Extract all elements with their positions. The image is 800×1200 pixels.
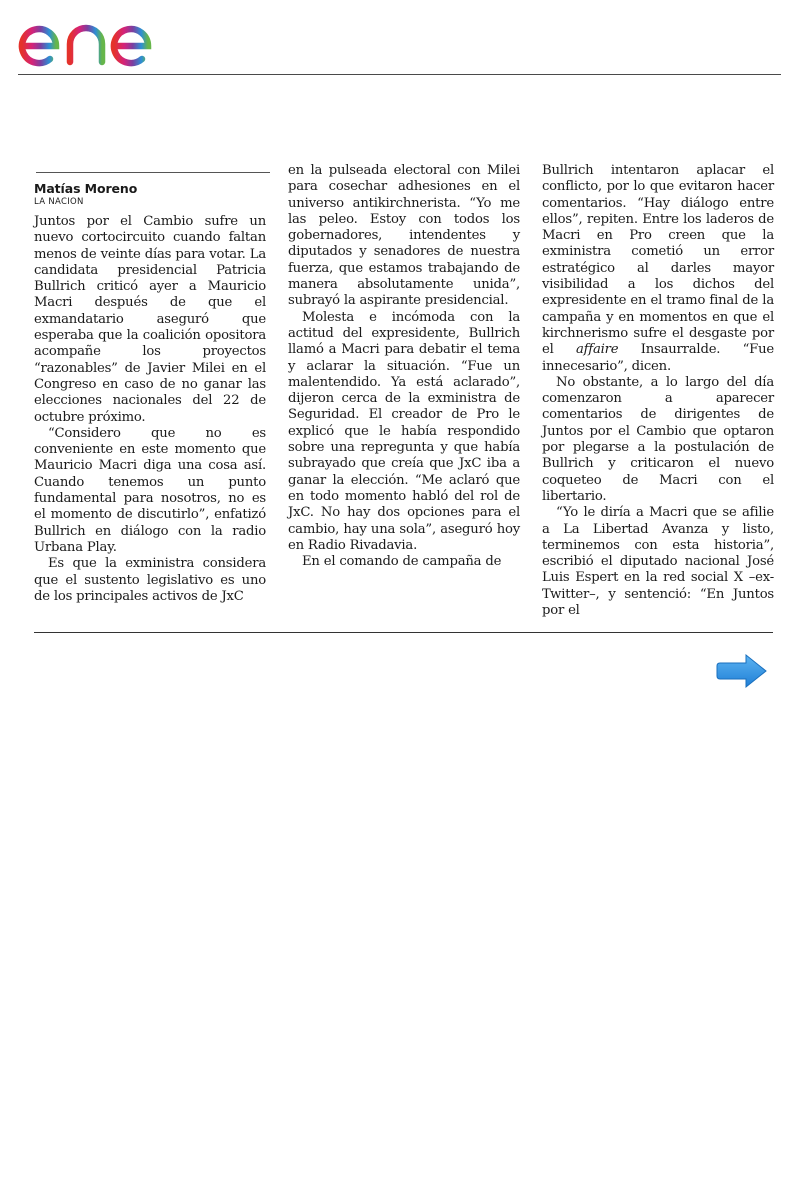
column-2 — [288, 163, 520, 619]
enel-logo — [16, 4, 186, 70]
source-label: LA NACION — [34, 197, 84, 207]
column-1 — [34, 172, 266, 619]
paragraph: Molesta e incómoda con la actitud del expresidente, Bullrich llamó a Macri para debatir el tema y aclarar la situación. “Fue un malentendido. Ya está aclarado”, dijeron cerca de la exministra de Seguridad. El creador de Pro le explicó que le había respondido sobre una repregunta y que había subrayado que creía que JxC iba a ganar la elección. “Me aclaró que en todo momento habló del rol de JxC. No hay dos opciones para el cambio, hay una sola”, aseguró hoy en Radio Rivadavia. — [288, 309, 520, 553]
paragraph-text: Insaurralde. “Fue innecesario”, dicen. — [542, 342, 775, 374]
italic-word: affaire — [575, 342, 619, 358]
paragraph: “Considero que no es conveniente en este momento que Mauricio Macri diga una cosa así. Cuando tenemos un punto fundamental para nosotros, no es el momento de discutirlo”, enfatizó Bullrich en diálogo con la radio Urbana Play. — [34, 425, 266, 555]
paragraph — [542, 163, 774, 375]
header-rule — [18, 74, 781, 75]
paragraph: No obstante, a lo largo del día comenzaron a aparecer comentarios de dirigentes de Juntos por el Cambio que optaron por plegarse a la postulación de Bullrich y criticaron el nuevo coqueteo de Macri con el libertario. — [542, 374, 774, 504]
article-bottom-rule — [34, 632, 773, 633]
paragraph-text: Bullrich intentaron aplacar el conflicto, por lo que evitaron hacer comentarios. “Hay diálogo entre ellos”, repiten. Entre los laderos de Macri en Pro creen que la exministra cometió un error estratégico al darles mayor visibilidad a los dichos del expresidente en el tramo final de la campaña y en momentos en que el kirchnerismo sufre el desgaste por el — [542, 163, 774, 358]
paragraph: En el comando de campaña de — [302, 554, 502, 570]
paragraph: “Yo le diría a Macri que se afilie a La Libertad Avanza y listo, terminemos con esta historia”, escribió el diputado nacional José Luis Espert en la red social X –ex-Twitter–, y sentenció: “En Juntos por el — [542, 505, 774, 619]
column-3 — [542, 163, 774, 619]
article-columns — [34, 163, 775, 619]
arrow-right-icon[interactable] — [716, 652, 770, 690]
paragraph: Juntos por el Cambio sufre un nuevo cortocircuito cuando faltan menos de veinte días para votar. La candidata presidencial Patricia Bullrich criticó ayer a Mauricio Macri después de que el exmandatario aseguró que esperaba que la coalición opositora acompañe los proyectos “razonables” de Javier Milei en el Congreso en caso de no ganar las elecciones nacionales del 22 de octubre próximo. — [34, 214, 266, 425]
paragraph: Es que la exministra considera que el sustento legislativo es uno de los principales activos de JxC — [34, 556, 266, 604]
paragraph: en la pulseada electoral con Milei para cosechar adhesiones en el universo antikirchnerista. “Yo me las peleo. Estoy con todos los gobernadores, intendentes y diputados y senadores de nuestra fuerza, que estamos trabajando de manera absolutamente unida”, subrayó la aspirante presidencial. — [288, 163, 520, 309]
author-name: Matías Moreno — [34, 181, 138, 196]
